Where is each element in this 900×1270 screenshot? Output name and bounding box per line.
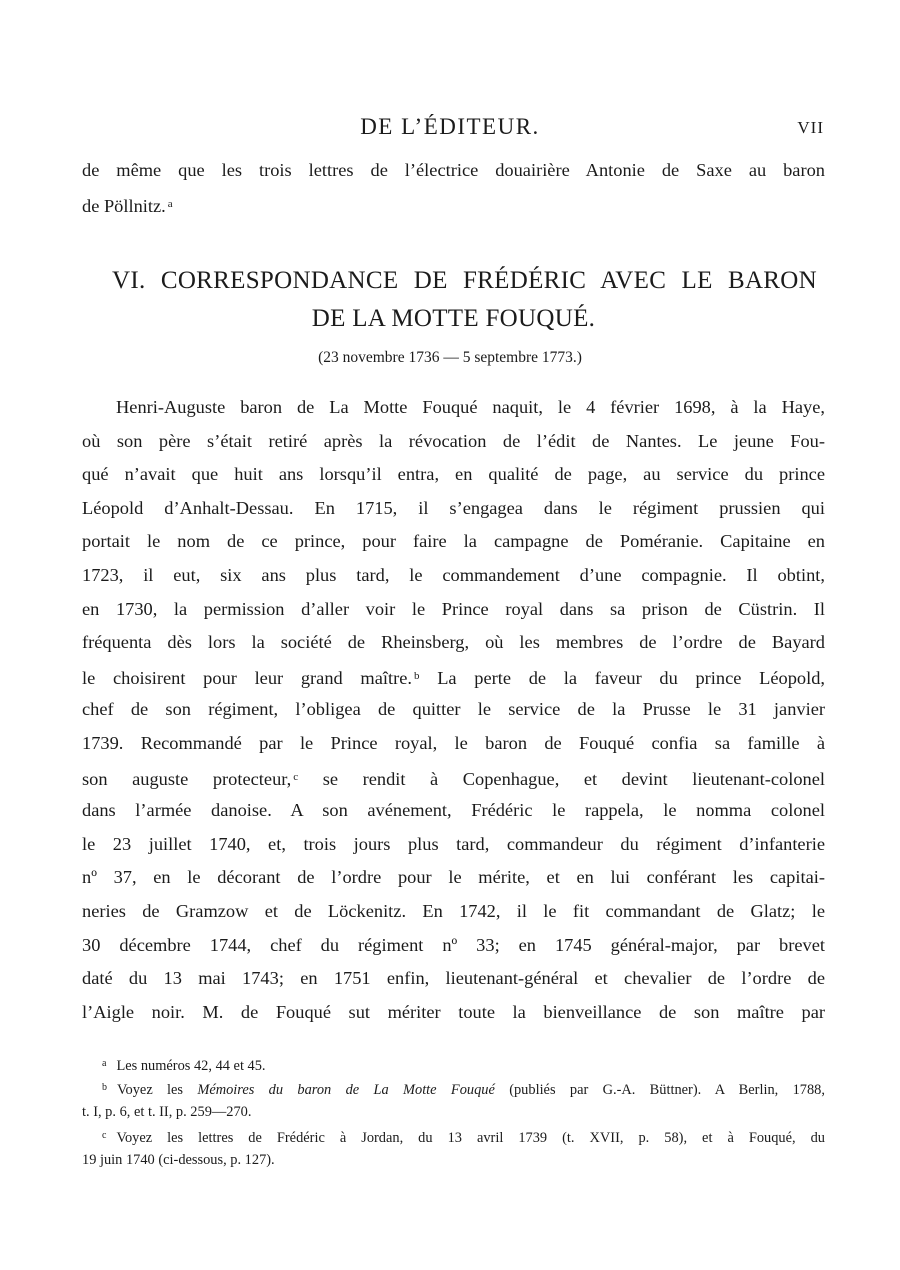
footnote-text: Voyez les lettres de Frédéric à Jordan, du 13 avril 1739 (t. XVII, p. 58), et à Fouqué, du: [116, 1130, 825, 1146]
footnote-continuation: 19 juin 1740 (ci-dessous, p. 127).: [82, 1152, 275, 1168]
page-number: VII: [797, 118, 824, 137]
section-dates: (23 novembre 1736 — 5 septembre 1773.): [318, 349, 582, 366]
text-line-content: le choisirent pour leur grand maître.: [82, 667, 412, 688]
text-line: [82, 761, 825, 795]
footnote: [82, 1124, 825, 1148]
text-line: le 23 juillet 1740, et, trois jours plus tard, commandeur du régiment d’infanterie: [82, 833, 825, 854]
text-line: dans l’armée danoise. A son avénement, Frédéric le rappela, le nomma colonel: [82, 800, 825, 821]
text-line: où son père s’était retiré après la révocation de l’édit de Nantes. Le jeune Fou-: [82, 430, 825, 451]
footnote-text: Voyez les: [117, 1082, 184, 1098]
body-paragraph: [82, 391, 825, 1029]
intro-paragraph: [82, 154, 825, 221]
text-line: portait le nom de ce prince, pour faire la campagne de Poméranie. Capitaine en: [82, 531, 825, 552]
footnote-text: Les numéros 42, 44 et 45.: [116, 1058, 266, 1074]
text-line-content: se rendit à Copenhague, et devint lieutenant-colonel: [322, 768, 825, 789]
footnote-reference: b: [414, 669, 420, 682]
running-head: [0, 112, 900, 146]
text-line: 1739. Recommandé par le Prince royal, le baron de Fouqué confia sa famille à: [82, 732, 825, 753]
section-heading-line: VI. CORRESPONDANCE DE FRÉDÉRIC AVEC LE BARON: [112, 267, 817, 294]
text-line: daté du 13 mai 1743; en 1751 enfin, lieutenant-général et chevalier de l’ordre de: [82, 968, 825, 989]
text-line: de même que les trois lettres de l’électrice douairière Antonie de Saxe au baron: [82, 160, 825, 180]
section-heading-line: DE LA MOTTE FOUQUÉ.: [311, 305, 596, 332]
footnote-marker: a: [102, 1058, 107, 1069]
footnote-reference: c: [293, 770, 299, 783]
text-line: l’Aigle noir. M. de Fouqué sut mériter toute la bienveillance de son maître par: [82, 1001, 825, 1022]
footnote-marker: c: [102, 1130, 107, 1141]
text-line-content: de Pöllnitz.: [82, 195, 166, 216]
text-line: neries de Gramzow et de Löckenitz. En 1742, il le fit commandant de Glatz; le: [82, 900, 825, 921]
text-line: qué n’avait que huit ans lorsqu’il entra, en qualité de page, au service du prince: [82, 464, 825, 485]
footnote-marker: b: [102, 1082, 107, 1093]
text-line-content: La perte de la faveur du prince Léopold,: [437, 667, 826, 688]
footnote: [82, 1052, 825, 1076]
text-line-content: son auguste protecteur,: [82, 768, 292, 789]
text-line: nº 37, en le décorant de l’ordre pour le mérite, et en lui conférant les capitai-: [82, 867, 825, 888]
text-line: Léopold d’Anhalt-Dessau. En 1715, il s’engagea dans le régiment prussien qui: [82, 497, 825, 518]
text-line: Henri-Auguste baron de La Motte Fouqué naquit, le 4 février 1698, à la Haye,: [116, 397, 825, 417]
text-line: [82, 660, 825, 694]
text-line: en 1730, la permission d’aller voir le Prince royal dans sa prison de Cüstrin. Il: [82, 598, 825, 619]
footnote-reference: a: [167, 197, 173, 210]
footnote-text: (publiés par G.-A. Büttner). A Berlin, 1788,: [509, 1082, 825, 1098]
running-title: DE L’ÉDITEUR.: [360, 114, 540, 139]
footnote: [82, 1076, 825, 1100]
footnotes: [82, 1052, 825, 1172]
text-line: [82, 188, 825, 222]
footnote-title: Mémoires du baron de La Motte Fouqué: [197, 1082, 495, 1098]
section-heading: [82, 262, 825, 338]
text-line: 30 décembre 1744, chef du régiment nº 33; en 1745 général-major, par brevet: [82, 934, 825, 955]
text-line: chef de son régiment, l’obligea de quitter le service de la Prusse le 31 janvier: [82, 699, 825, 720]
text-line: 1723, il eut, six ans plus tard, le commandement d’une compagnie. Il obtint,: [82, 564, 825, 585]
footnote-continuation: t. I, p. 6, et t. II, p. 259—270.: [82, 1104, 252, 1120]
text-line: fréquenta dès lors la société de Rheinsberg, où les membres de l’ordre de Bayard: [82, 632, 825, 653]
